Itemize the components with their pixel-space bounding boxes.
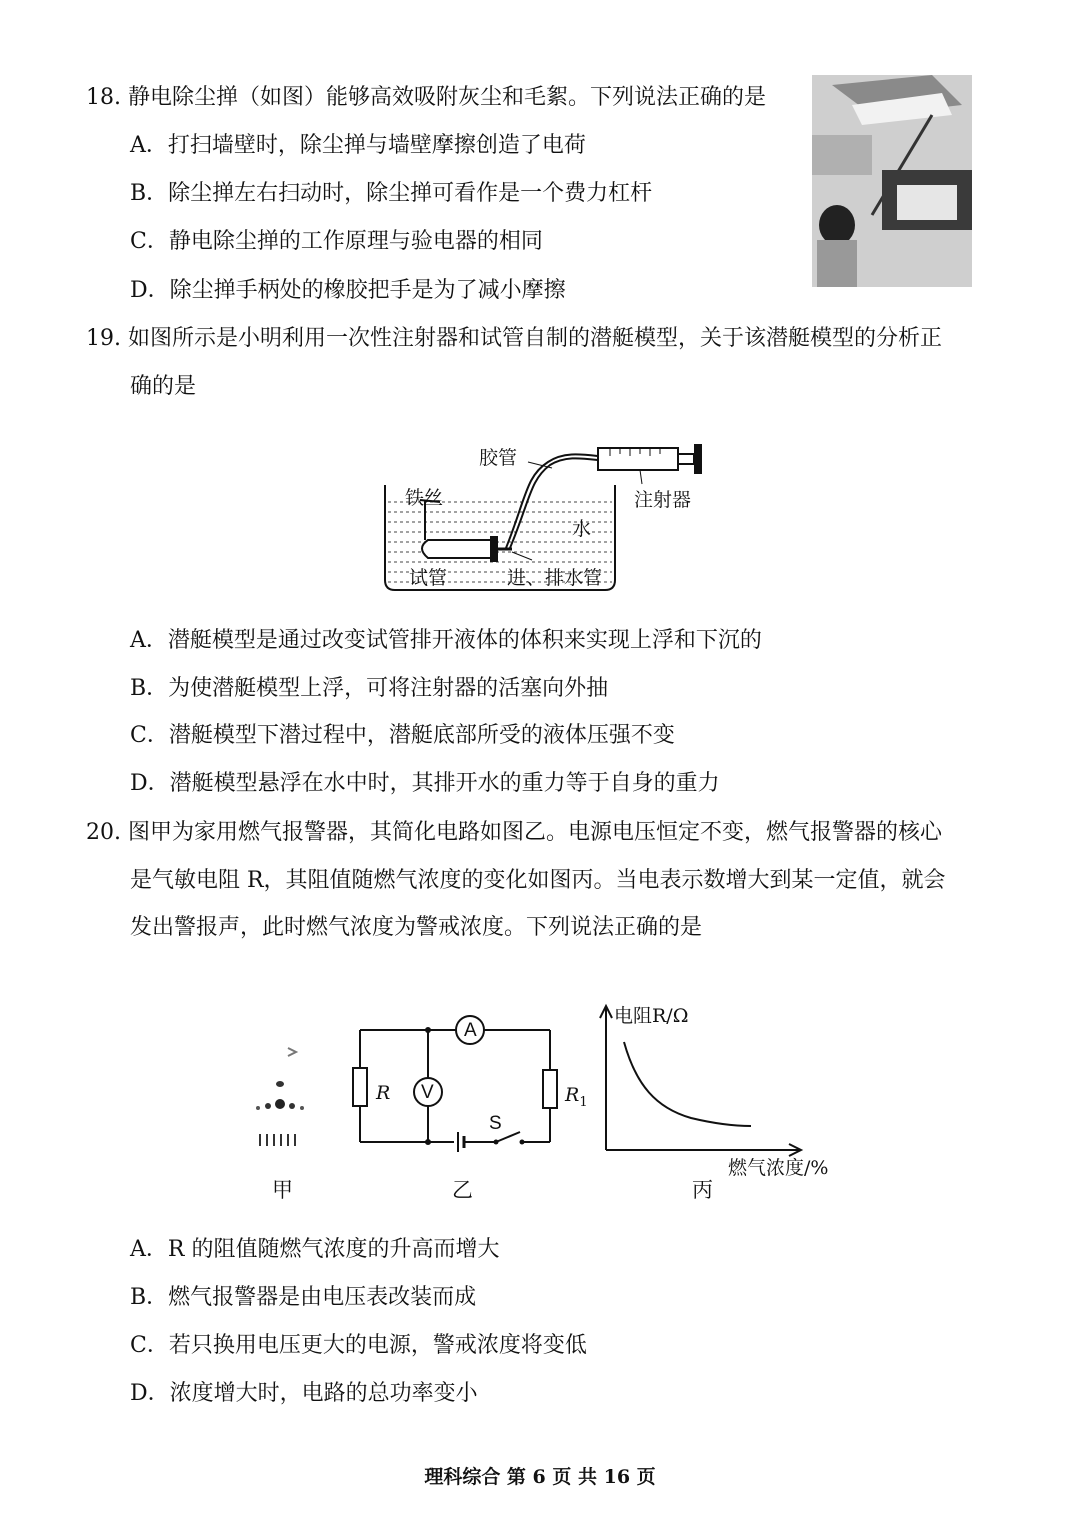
q20-stem-line2: 是气敏电阻 R，其阻值随燃气浓度的变化如图丙。当电表示数增大到某一定值，就会 <box>130 868 946 893</box>
q18-option-d: D．除尘掸手柄处的橡胶把手是为了减小摩擦 <box>130 278 566 303</box>
gas-alarm-device <box>250 1040 310 1150</box>
label-water: 水 <box>572 518 592 540</box>
q18-option-b: B．除尘掸左右扫动时，除尘掸可看作是一个费力杠杆 <box>130 181 653 206</box>
label-tube: 试管 <box>409 567 448 589</box>
q19-option-b: B．为使潜艇模型上浮，可将注射器的活塞向外抽 <box>130 676 609 701</box>
q18-stem: 18. 静电除尘掸（如图）能够高效吸附灰尘和毛絮。下列说法正确的是 <box>86 85 766 110</box>
ammeter-label: A <box>464 1020 477 1041</box>
resistor-r-label: R <box>376 1082 391 1104</box>
q19-stem-line1: 19. 如图所示是小明利用一次性注射器和试管自制的潜艇模型，关于该潜艇模型的分析正 <box>86 326 942 351</box>
graph-xlabel: 燃气浓度/% <box>728 1157 829 1179</box>
label-syringe: 注射器 <box>634 489 692 511</box>
q19-stem-line2: 确的是 <box>130 374 197 399</box>
resistance-curve <box>624 1042 751 1126</box>
caption-bing: 丙 <box>692 1178 713 1202</box>
label-pipe: 进、排水管 <box>507 567 603 589</box>
q19-option-c: C．潜艇模型下潜过程中，潜艇底部所受的液体压强不变 <box>130 723 675 748</box>
q20-stem-line1: 20. 图甲为家用燃气报警器，其简化电路如图乙。电源电压恒定不变，燃气报警器的核心 <box>86 820 942 845</box>
q20-option-c: C．若只换用电压更大的电源，警戒浓度将变低 <box>130 1333 587 1358</box>
q20-option-b: B．燃气报警器是由电压表改装而成 <box>130 1285 477 1310</box>
q20-option-d: D．浓度增大时，电路的总功率变小 <box>130 1381 478 1406</box>
resistor-r1-subscript: 1 <box>579 1094 588 1110</box>
q20-option-a: A．R 的阻值随燃气浓度的升高而增大 <box>130 1237 500 1262</box>
resistor-r1-letter: R <box>565 1084 580 1106</box>
q18-option-c: C．静电除尘掸的工作原理与验电器的相同 <box>130 229 543 254</box>
label-hose: 胶管 <box>479 447 518 469</box>
voltmeter-label: V <box>421 1082 434 1103</box>
page-footer: 理科综合 第 6 页 共 16 页 <box>424 1466 656 1488</box>
q18-option-a: A．打扫墙壁时，除尘掸与墙壁摩擦创造了电荷 <box>130 133 586 158</box>
caption-yi: 乙 <box>452 1178 473 1202</box>
q19-option-a: A．潜艇模型是通过改变试管排开液体的体积来实现上浮和下沉的 <box>130 628 762 653</box>
duster-photo <box>812 75 972 287</box>
caption-jia: 甲 <box>272 1178 293 1202</box>
resistor-r1-label <box>565 1084 588 1114</box>
q19-option-d: D．潜艇模型悬浮在水中时，其排开水的重力等于自身的重力 <box>130 771 720 796</box>
label-wire: 铁丝 <box>405 487 444 509</box>
switch-label: S <box>489 1113 502 1134</box>
graph-ylabel: 电阻R/Ω <box>614 1005 689 1027</box>
q20-stem-line3: 发出警报声，此时燃气浓度为警戒浓度。下列说法正确的是 <box>130 915 703 940</box>
